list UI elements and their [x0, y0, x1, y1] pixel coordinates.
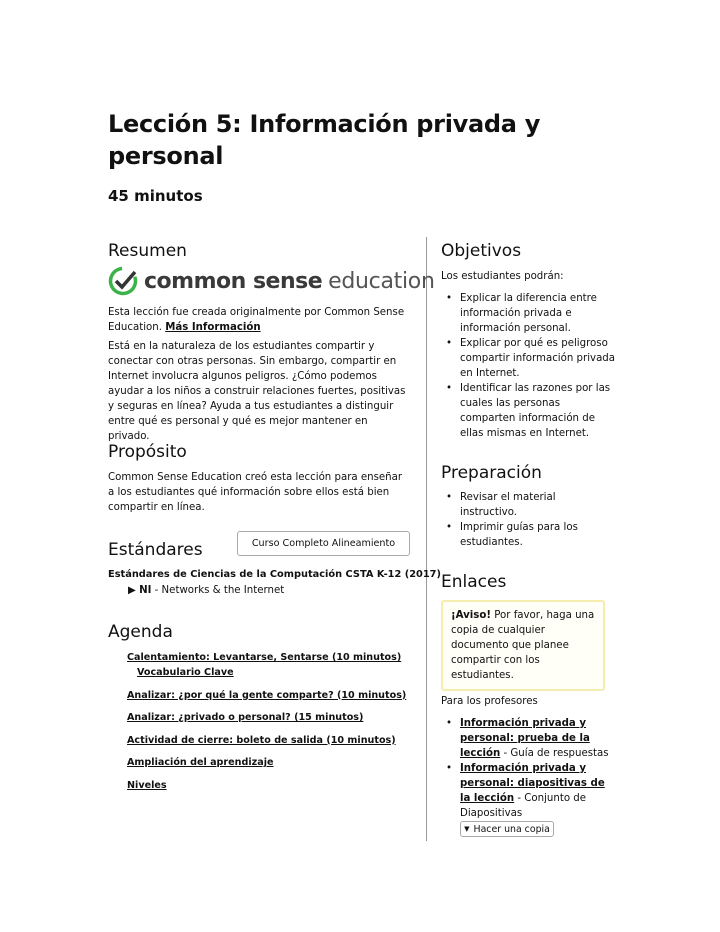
- preparacion-list: [441, 490, 591, 550]
- page-title: Lección 5: Información privada y personal: [108, 110, 541, 170]
- objective-item: • Explicar la diferencia entre información privada e información personal.: [441, 291, 616, 336]
- common-sense-logo: common sense education: [108, 266, 435, 296]
- proposito-heading: Propósito: [108, 442, 187, 462]
- column-divider: [426, 237, 427, 841]
- expand-triangle-icon: ▶: [128, 585, 140, 596]
- curso-completo-alineamiento-button[interactable]: Curso Completo Alineamiento: [237, 531, 410, 556]
- link-item: • Información privada y personal: prueba de la lección - Guía de respuestas: [441, 716, 611, 761]
- agenda-item[interactable]: Analizar: ¿privado o personal? (15 minutos): [127, 712, 364, 723]
- objetivos-intro: Los estudiantes podrán:: [441, 271, 564, 282]
- resumen-body: Está en la naturaleza de los estudiantes compartir y conectar con otras personas. Sin embargo, compartir en Internet involucra algunos peligros. ¿Cómo podemos ayudar a los niños a construir relaciones fuertes, positivas y seguras en línea? Ayuda a tus estudiantes a distinguir entre qué es personal y qué es mejor mantener en privado.: [108, 341, 406, 442]
- resumen-heading: Resumen: [108, 241, 187, 261]
- agenda-item[interactable]: Calentamiento: Levantarse, Sentarse (10 minutos): [127, 652, 402, 663]
- agenda-item[interactable]: Analizar: ¿por qué la gente comparte? (10 minutos): [127, 689, 407, 701]
- teachers-label: Para los profesores: [441, 696, 538, 707]
- objetivos-heading: Objetivos: [441, 241, 522, 261]
- objective-item: • Explicar por qué es peligroso compartir información privada en Internet.: [441, 336, 616, 381]
- enlaces-heading: Enlaces: [441, 572, 507, 592]
- agenda-item[interactable]: Niveles: [127, 779, 167, 791]
- link-item: • Información privada y personal: diapositivas de la lección - Conjunto de Diapositivas: [441, 761, 611, 821]
- objetivos-list: [441, 291, 616, 441]
- duration: 45 minutos: [108, 187, 203, 205]
- caret-down-icon: ▼: [464, 825, 470, 833]
- checkmark-logo-icon: [108, 266, 138, 296]
- preparacion-heading: Preparación: [441, 463, 542, 483]
- proposito-body: Common Sense Education creó esta lección para enseñar a los estudiantes qué información sobre ellos está bien compartir en línea.: [108, 472, 403, 513]
- teacher-links: [441, 716, 611, 821]
- notice-box: ¡Aviso! Por favor, haga una copia de cualquier documento que planee compartir con los estudiantes.: [441, 600, 605, 691]
- preparation-item: • Imprimir guías para los estudiantes.: [441, 520, 591, 550]
- estandares-heading: Estándares: [108, 540, 203, 560]
- agenda-item[interactable]: Ampliación del aprendizaje: [127, 757, 274, 768]
- agenda-item[interactable]: Actividad de cierre: boleto de salida (10 minutos): [127, 734, 396, 746]
- standard-item-ni[interactable]: ▶ NI - Networks & the Internet: [128, 585, 285, 596]
- resource-link[interactable]: Información privada y personal: prueba de la lección: [460, 718, 590, 759]
- agenda-heading: Agenda: [108, 622, 173, 642]
- hacer-una-copia-button[interactable]: ▼ Hacer una copia: [460, 821, 554, 837]
- resumen-intro: Esta lección fue creada originalmente por Common Sense Education. Más Información: [108, 307, 405, 333]
- resource-link[interactable]: Información privada y personal: diapositivas de la lección: [460, 763, 605, 804]
- agenda-list: [127, 650, 417, 800]
- agenda-item[interactable]: Vocabulario Clave: [137, 667, 234, 678]
- standards-framework: Estándares de Ciencias de la Computación CSTA K-12 (2017): [108, 569, 441, 580]
- mas-informacion-link[interactable]: Más Información: [165, 322, 261, 333]
- objective-item: • Identificar las razones por las cuales las personas comparten información de ellas mismas en Internet.: [441, 381, 616, 441]
- preparation-item: • Revisar el material instructivo.: [441, 490, 591, 520]
